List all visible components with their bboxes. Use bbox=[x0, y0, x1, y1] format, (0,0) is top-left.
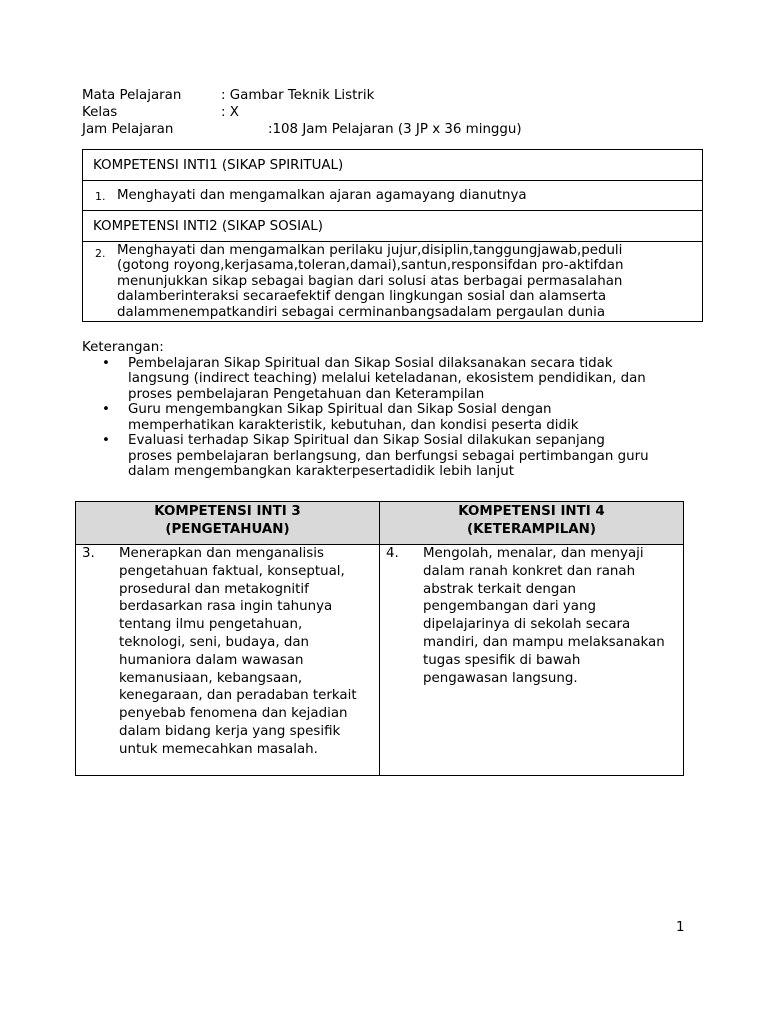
ki3-header-title: KOMPETENSI INTI 3 bbox=[154, 504, 301, 519]
ki3-header bbox=[76, 502, 380, 545]
ki3-line: pengetahuan faktual, konseptual, bbox=[119, 563, 345, 579]
bullet-icon: • bbox=[102, 355, 110, 371]
note-line: langsung (indirect teaching) melalui keteladanan, ekosistem pendidikan, dan bbox=[128, 371, 646, 386]
page-number: 1 bbox=[676, 920, 685, 935]
ki2-line: dalamberinteraksi secaraefektif dengan lingkungan sosial dan alamserta bbox=[117, 289, 607, 305]
list-item bbox=[82, 433, 702, 480]
note-line: proses pembelajaran berlangsung, dan berfungsi sebagai pertimbangan guru bbox=[128, 448, 649, 464]
ki2-line: dalammenempatkandiri sebagai cerminanbangsadalam pergaulan dunia bbox=[117, 304, 606, 320]
ki4-line: dipelajarinya di sekolah secara bbox=[423, 617, 631, 633]
bullet-icon: • bbox=[102, 402, 110, 417]
ki4-line: pengawasan langsung. bbox=[423, 670, 578, 686]
ki4-line: dalam ranah konkret dan ranah bbox=[423, 563, 636, 579]
ki3-line: berdasarkan rasa ingin tahunya bbox=[119, 599, 333, 615]
ki3-header-subtitle: (PENGETAHUAN) bbox=[165, 522, 290, 537]
ki4-number: 4. bbox=[386, 546, 399, 561]
note-line: dalam mengembangkan karakterpesertadidik lebih lanjut bbox=[128, 464, 514, 479]
note-line: Guru mengembangkan Sikap Spiritual dan Sikap Sosial dengan bbox=[128, 402, 552, 417]
ki3-line: tentang ilmu pengetahuan, bbox=[119, 617, 303, 633]
notes-list bbox=[82, 356, 702, 480]
ki3-line: teknologi, seni, budaya, dan bbox=[119, 634, 310, 650]
ki1-number: 1. bbox=[95, 190, 106, 203]
ki1-text: Menghayati dan mengamalkan ajaran agamayang dianutnya bbox=[117, 188, 527, 203]
ki3-line: dalam bidang kerja yang spesifik bbox=[119, 723, 341, 739]
list-item bbox=[82, 356, 702, 403]
list-item bbox=[82, 402, 702, 433]
ki4-line: pengembangan dari yang bbox=[423, 599, 596, 615]
notes-title: Keterangan: bbox=[82, 340, 164, 355]
ki4-header bbox=[380, 502, 684, 545]
class-label: Kelas bbox=[82, 105, 118, 120]
ki3-line: kemanusiaan, kebangsaan, bbox=[119, 670, 303, 686]
hours-value: :108 Jam Pelajaran (3 JP x 36 minggu) bbox=[268, 122, 522, 137]
hours-label: Jam Pelajaran bbox=[82, 122, 174, 137]
subject-value: : Gambar Teknik Listrik bbox=[221, 88, 375, 103]
ki2-line: Menghayati dan mengamalkan perilaku jujur,disiplin,tanggungjawab,peduli bbox=[117, 243, 623, 258]
ki2-number: 2. bbox=[95, 247, 106, 260]
ki3-line: Menerapkan dan menganalisis bbox=[119, 546, 324, 561]
ki3-line: kenegaraan, dan peradaban terkait bbox=[119, 688, 357, 704]
core-competency-table bbox=[82, 149, 703, 322]
ki4-line: abstrak terkait dengan bbox=[423, 581, 577, 597]
note-line: Pembelajaran Sikap Spiritual dan Sikap Sosial dilaksanakan secara tidak bbox=[128, 355, 613, 371]
ki3-line: penyebab fenomena dan kejadian bbox=[119, 706, 348, 722]
ki1-item bbox=[83, 181, 703, 211]
ki4-line: mandiri, dan mampu melaksanakan bbox=[423, 634, 665, 650]
note-line: Evaluasi terhadap Sikap Spiritual dan Sikap Sosial dilakukan sepanjang bbox=[128, 433, 605, 448]
ki2-line: menunjukkan sikap sebagai bagian dari solusi atas berbagai permasalahan bbox=[117, 273, 623, 289]
note-line: proses pembelajaran Pengetahuan dan Keterampilan bbox=[128, 386, 485, 402]
subject-label: Mata Pelajaran bbox=[82, 88, 182, 103]
class-value: : X bbox=[221, 105, 239, 120]
ki4-header-title: KOMPETENSI INTI 4 bbox=[458, 504, 605, 519]
notes-section bbox=[82, 340, 702, 480]
ki3-number: 3. bbox=[82, 546, 95, 561]
ki3-line: untuk memecahkan masalah. bbox=[119, 741, 318, 757]
ki3-ki4-table bbox=[75, 501, 684, 776]
ki4-line: tugas spesifik di bawah bbox=[423, 652, 581, 668]
bullet-icon: • bbox=[102, 433, 110, 448]
ki4-line: Mengolah, menalar, dan menyaji bbox=[423, 546, 644, 561]
ki3-line: humaniora dalam wawasan bbox=[119, 652, 304, 668]
note-line: memperhatikan karakteristik, kebutuhan, dan kondisi peserta didik bbox=[128, 417, 579, 433]
ki3-line: prosedural dan metakognitif bbox=[119, 581, 309, 597]
ki1-heading: KOMPETENSI INTI1 (SIKAP SPIRITUAL) bbox=[83, 150, 703, 181]
ki4-cell bbox=[380, 545, 684, 776]
ki2-line: (gotong royong,kerjasama,toleran,damai),santun,responsifdan pro-aktifdan bbox=[117, 258, 624, 274]
ki2-heading: KOMPETENSI INTI2 (SIKAP SOSIAL) bbox=[83, 211, 703, 242]
ki2-item bbox=[83, 242, 703, 322]
ki3-cell bbox=[76, 545, 380, 776]
ki4-header-subtitle: (KETERAMPILAN) bbox=[467, 522, 596, 537]
